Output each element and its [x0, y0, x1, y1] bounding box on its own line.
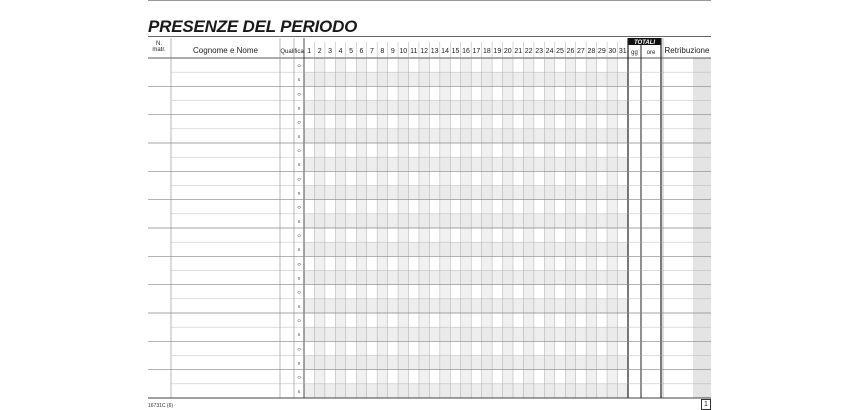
evening-row-shade [304, 72, 628, 86]
day-label-2: 2 [317, 48, 322, 55]
matr-label: matr. [152, 47, 166, 53]
morning-marker: O [297, 204, 301, 210]
day-label-18: 18 [482, 48, 491, 55]
day-label-7: 7 [369, 48, 374, 55]
evening-row-shade [304, 356, 628, 370]
day-label-13: 13 [430, 48, 439, 55]
day-label-31: 31 [618, 48, 627, 55]
morning-marker: O [297, 346, 301, 352]
evening-marker: S [297, 303, 301, 309]
day-label-28: 28 [587, 48, 596, 55]
day-label-17: 17 [472, 48, 481, 55]
day-label-11: 11 [410, 48, 418, 55]
day-label-10: 10 [399, 48, 408, 55]
evening-marker: S [297, 162, 301, 168]
day-label-21: 21 [514, 48, 523, 55]
morning-marker: O [297, 318, 301, 324]
morning-marker: O [297, 91, 301, 97]
evening-row-shade [304, 271, 628, 285]
form-code: 16731C (6) [148, 403, 174, 409]
matr-label: N. [156, 41, 162, 47]
day-label-15: 15 [451, 48, 460, 55]
day-label-1: 1 [307, 48, 312, 55]
evening-marker: S [297, 247, 301, 253]
day-label-27: 27 [577, 48, 585, 55]
day-label-29: 29 [597, 48, 606, 55]
totali-label: TOTALI [633, 40, 656, 46]
morning-marker: O [297, 63, 301, 69]
morning-marker: O [297, 233, 301, 239]
evening-marker: S [297, 388, 301, 394]
day-label-24: 24 [545, 48, 554, 55]
retribuzione-label: Retribuzione [664, 46, 710, 55]
evening-row-shade [304, 101, 628, 115]
day-label-30: 30 [608, 48, 617, 55]
evening-marker: S [297, 218, 301, 224]
day-label-9: 9 [390, 48, 395, 55]
day-label-20: 20 [503, 48, 512, 55]
day-label-26: 26 [566, 48, 575, 55]
morning-marker: O [297, 289, 301, 295]
day-label-22: 22 [524, 48, 533, 55]
day-label-6: 6 [359, 48, 364, 55]
evening-row-shade [304, 157, 628, 171]
evening-row-shade [304, 214, 628, 228]
day-label-19: 19 [493, 48, 502, 55]
evening-row-shade [304, 186, 628, 200]
evening-row-shade [304, 299, 628, 313]
morning-marker: O [297, 148, 301, 154]
morning-marker: O [297, 119, 301, 125]
evening-row-shade [304, 384, 628, 398]
page-title: PRESENZE DEL PERIODO [148, 17, 358, 36]
evening-marker: S [297, 105, 301, 111]
name-label: Cognome e Nome [193, 46, 258, 55]
gg-label: gg [631, 50, 638, 56]
day-label-16: 16 [462, 48, 470, 55]
morning-marker: O [297, 374, 301, 380]
qualifica-label: Qualifica [280, 49, 304, 55]
evening-marker: S [297, 332, 301, 338]
morning-marker: O [297, 176, 301, 182]
day-label-5: 5 [349, 48, 353, 55]
evening-marker: S [297, 190, 301, 196]
evening-row-shade [304, 327, 628, 341]
ore-label: ore [646, 50, 656, 56]
day-label-23: 23 [535, 48, 544, 55]
day-label-12: 12 [420, 48, 429, 55]
day-label-8: 8 [380, 48, 385, 55]
evening-marker: S [297, 360, 301, 366]
evening-marker: S [297, 275, 301, 281]
day-label-4: 4 [338, 48, 343, 55]
evening-row-shade [304, 242, 628, 256]
day-label-14: 14 [441, 48, 449, 55]
morning-marker: O [297, 261, 301, 267]
day-label-3: 3 [328, 48, 333, 55]
day-label-25: 25 [556, 48, 564, 55]
page-number: 1 [701, 399, 711, 410]
evening-marker: S [297, 77, 301, 83]
evening-marker: S [297, 133, 301, 139]
evening-row-shade [304, 129, 628, 143]
